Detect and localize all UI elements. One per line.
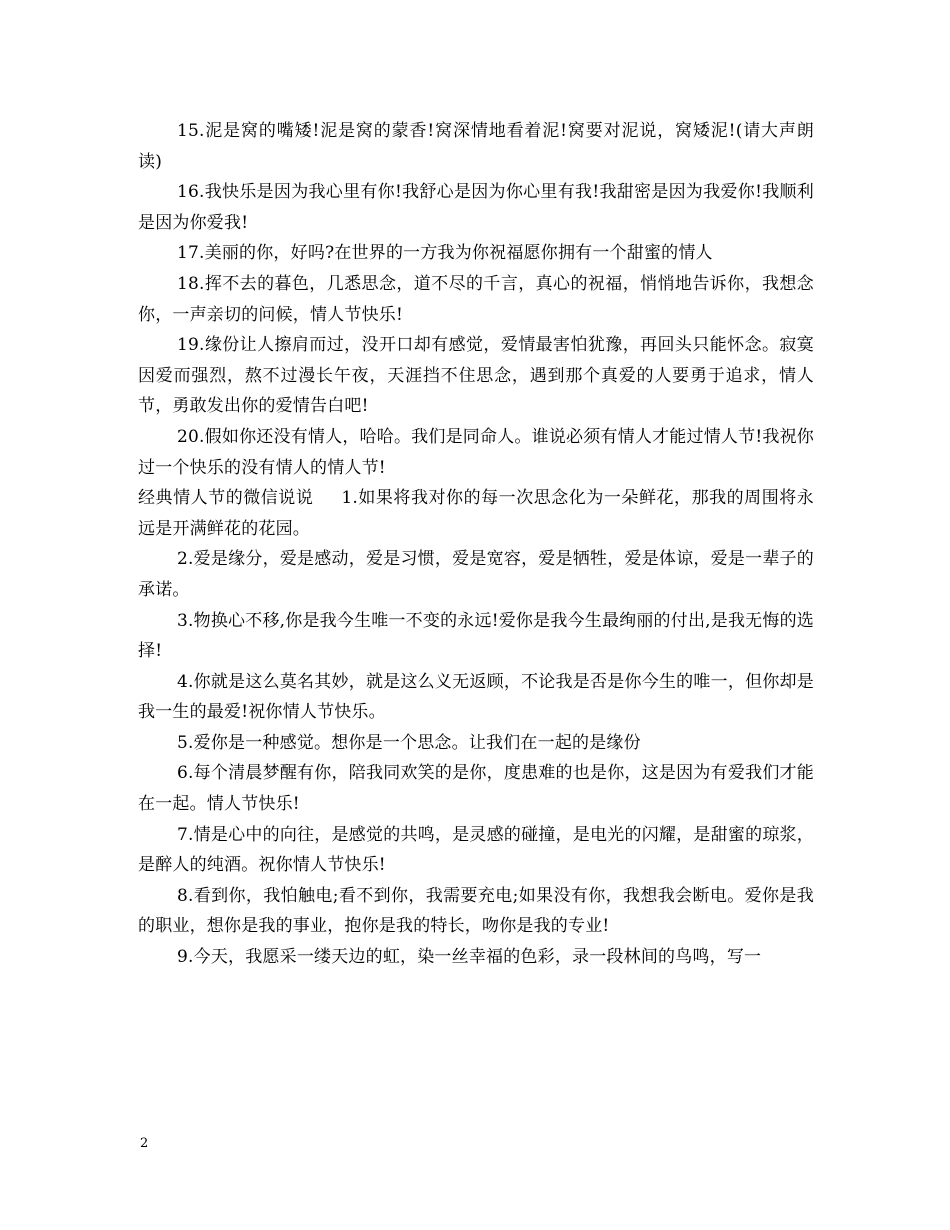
paragraph-item-4: 4.你就是这么莫名其妙，就是这么义无返顾，不论我是否是你今生的唯一，但你却是我一生的最爱!祝你情人节快乐。 — [138, 671, 814, 723]
section-paragraph — [138, 483, 814, 544]
paragraph-item-1: 1.如果将我对你的每一次思念化为一朵鲜花，那我的周围将永远是开满鲜花的花园。 — [138, 488, 814, 539]
paragraph-item-5: 5.爱你是一种感觉。想你是一个思念。让我们在一起的是缘份 — [177, 732, 641, 753]
paragraph-item-15: 15.泥是窝的嘴矮!泥是窝的蒙香!窝深情地看着泥!窝要对泥说，窝矮泥!(请大声朗读) — [138, 121, 814, 172]
paragraph-item-20: 20.假如你还没有情人，哈哈。我们是同命人。谁说必须有情人才能过情人节!我祝你过一个快乐的没有情人的情人节! — [138, 426, 814, 478]
paragraph-item-9: 9.今天，我愿采一缕天边的虹，染一丝幸福的色彩，录一段林间的鸟鸣，写一 — [177, 947, 762, 968]
section-heading: 经典情人节的微信说说 — [138, 488, 314, 509]
paragraph-item-6: 6.每个清晨梦醒有你，陪我同欢笑的是你，度患难的也是你，这是因为有爱我们才能在一起。情人节快乐! — [138, 763, 814, 815]
paragraph-item-17: 17.美丽的你，好吗?在世界的一方我为你祝福愿你拥有一个甜蜜的情人 — [177, 243, 713, 264]
paragraph-item-7: 7.情是心中的向往，是感觉的共鸣，是灵感的碰撞，是电光的闪耀，是甜蜜的琼浆，是醉人的纯酒。祝你情人节快乐! — [138, 824, 814, 876]
page-number: 2 — [140, 1136, 149, 1151]
paragraph-item-19: 19.缘份让人擦肩而过，没开口却有感觉，爱情最害怕犹豫，再回头只能怀念。寂寞因爱而强烈，熬不过漫长午夜，天涯挡不住思念，遇到那个真爱的人要勇于追求，情人节，勇敢发出你的爱情告白吧! — [138, 335, 814, 417]
paragraph-item-2: 2.爱是缘分，爱是感动，爱是习惯，爱是宽容，爱是牺牲，爱是体谅，爱是一辈子的承诺。 — [138, 549, 814, 600]
document-body — [138, 116, 814, 973]
paragraph-item-8: 8.看到你，我怕触电;看不到你，我需要充电;如果没有你，我想我会断电。爱你是我的职业，想你是我的事业，抱你是我的特长，吻你是我的专业! — [138, 885, 814, 937]
paragraph-item-16: 16.我快乐是因为我心里有你!我舒心是因为你心里有我!我甜密是因为我爱你!我顺利是因为你爱我! — [138, 182, 814, 233]
paragraph-item-18: 18.挥不去的暮色，几悉思念，道不尽的千言，真心的祝福，悄悄地告诉你，我想念你，一声亲切的问候，情人节快乐! — [138, 273, 814, 325]
paragraph-item-3: 3.物换心不移,你是我今生唯一不变的永远!爱你是我今生最绚丽的付出,是我无悔的选择! — [138, 610, 814, 662]
